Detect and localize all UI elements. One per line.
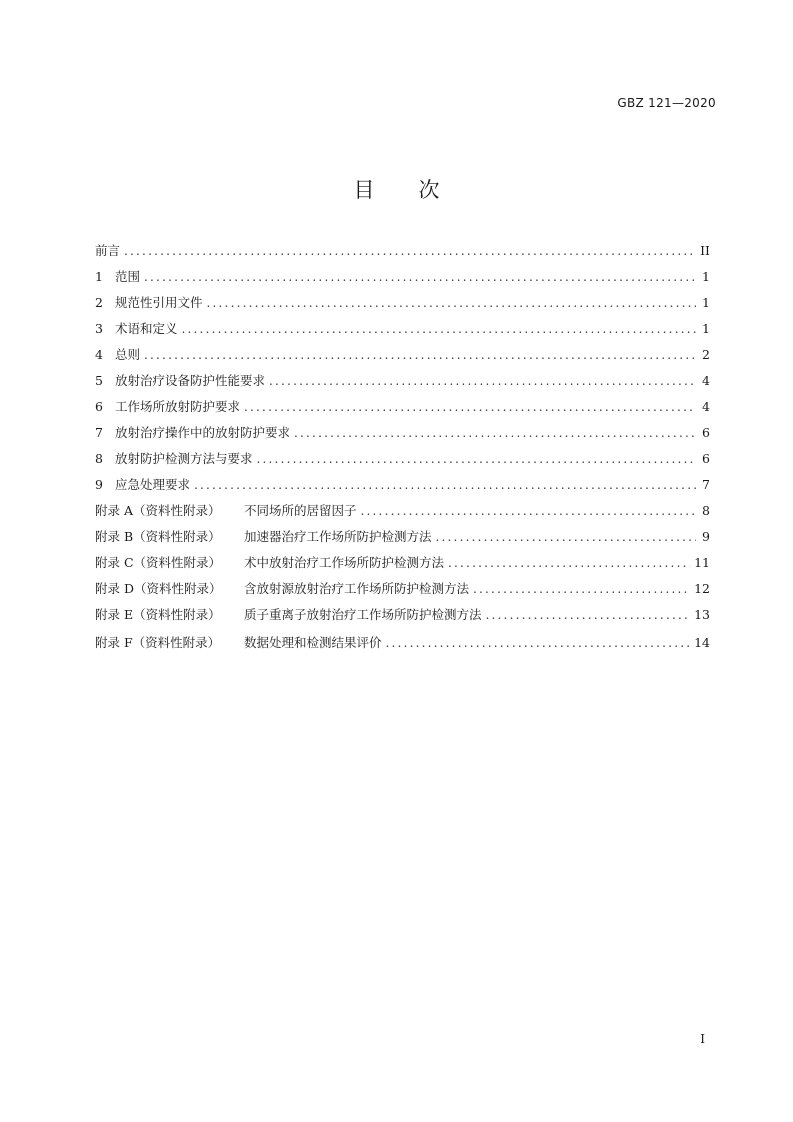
- toc-entry-label: 加速器治疗工作场所防护检测方法: [244, 529, 432, 544]
- toc-entry-section-3[interactable]: [95, 316, 710, 342]
- toc-entry-section-9[interactable]: [95, 472, 710, 498]
- toc-entry-page: 13: [694, 607, 710, 622]
- dot-leader: [486, 602, 691, 628]
- toc-entry-section-5[interactable]: [95, 368, 710, 394]
- toc-entry-appendix-prefix: 附录 B（资料性附录）: [95, 529, 221, 544]
- dot-leader: [386, 630, 691, 656]
- toc-entry-label: 放射防护检测方法与要求: [115, 451, 253, 466]
- toc-entry-page: 6: [702, 451, 710, 466]
- toc-entry-number: 6: [95, 399, 103, 414]
- toc-entry-label: 术中放射治疗工作场所防护检测方法: [244, 555, 445, 570]
- toc-entry-number: 9: [95, 477, 103, 492]
- toc-entry-number: 8: [95, 451, 103, 466]
- toc-entry-section-2[interactable]: [95, 290, 710, 316]
- toc-entry-appendix-a[interactable]: [95, 498, 710, 524]
- toc-entry-appendix-f[interactable]: [95, 630, 710, 656]
- toc-entry-appendix-e[interactable]: [95, 602, 710, 628]
- toc-entry-page: 1: [702, 269, 710, 284]
- toc-entry-label: 工作场所放射防护要求: [115, 399, 241, 414]
- dot-leader: [244, 394, 696, 420]
- toc-entry-appendix-d[interactable]: [95, 576, 710, 602]
- toc-entry-page: 8: [702, 503, 710, 518]
- toc-entry-section-4[interactable]: [95, 342, 710, 368]
- page-title: 目次: [353, 178, 484, 202]
- toc-entry-appendix-prefix: 附录 F（资料性附录）: [95, 635, 221, 650]
- dot-leader: [257, 446, 696, 472]
- toc-entry-page: 2: [702, 347, 710, 362]
- toc-entry-label: 不同场所的居留因子: [244, 503, 357, 518]
- dot-leader: [436, 524, 696, 550]
- toc-entry-label: 总则: [115, 347, 141, 362]
- toc-entry-page: 1: [702, 295, 710, 310]
- toc-entry-label: 放射治疗设备防护性能要求: [115, 373, 266, 388]
- toc-entry-section-7[interactable]: [95, 420, 710, 446]
- toc-entry-label: 术语和定义: [115, 321, 178, 336]
- toc-entry-page: 4: [702, 399, 710, 414]
- toc-entry-page: 4: [702, 373, 710, 388]
- toc-entry-number: 3: [95, 321, 103, 336]
- toc-entry-page: 1: [702, 321, 710, 336]
- dot-leader: [361, 498, 696, 524]
- page-number: I: [700, 1032, 705, 1046]
- toc-entry-appendix-b[interactable]: [95, 524, 710, 550]
- dot-leader: [207, 290, 696, 316]
- toc-entry-section-1[interactable]: [95, 264, 710, 290]
- toc-entry-page: 9: [702, 529, 710, 544]
- toc-entry-number: 2: [95, 295, 103, 310]
- toc-entry-label: 数据处理和检测结果评价: [244, 635, 382, 650]
- toc-entry-appendix-prefix: 附录 D（资料性附录）: [95, 581, 222, 596]
- toc-entry-number: 1: [95, 269, 103, 284]
- toc-entry-label: 范围: [115, 269, 141, 284]
- dot-leader: [144, 264, 696, 290]
- dot-leader: [194, 472, 696, 498]
- toc-entry-page: 11: [694, 555, 710, 570]
- toc-entry-appendix-prefix: 附录 C（资料性附录）: [95, 555, 222, 570]
- toc-entry-number: 4: [95, 347, 103, 362]
- toc-entry-label: 含放射源放射治疗工作场所防护检测方法: [244, 581, 470, 596]
- dot-leader: [124, 238, 696, 264]
- toc-entry-page: II: [700, 243, 710, 258]
- toc-entry-appendix-prefix: 附录 A（资料性附录）: [95, 503, 221, 518]
- toc-entry-number: 7: [95, 425, 103, 440]
- dot-leader: [473, 576, 690, 602]
- dot-leader: [144, 342, 696, 368]
- toc-entry-label: 前言: [95, 243, 121, 258]
- toc-entry-number: 5: [95, 373, 103, 388]
- dot-leader: [269, 368, 696, 394]
- dot-leader: [448, 550, 690, 576]
- toc-entry-appendix-c[interactable]: [95, 550, 710, 576]
- toc-entry-label: 规范性引用文件: [115, 295, 203, 310]
- toc-entry-page: 14: [694, 635, 710, 650]
- toc-entry-page: 12: [694, 581, 710, 596]
- table-of-contents: [95, 238, 710, 656]
- toc-entry-label: 应急处理要求: [115, 477, 191, 492]
- toc-entry-preface[interactable]: [95, 238, 710, 264]
- toc-entry-label: 放射治疗操作中的放射防护要求: [115, 425, 291, 440]
- toc-entry-section-6[interactable]: [95, 394, 710, 420]
- dot-leader: [294, 420, 696, 446]
- toc-entry-page: 7: [702, 477, 710, 492]
- toc-entry-appendix-prefix: 附录 E（资料性附录）: [95, 607, 221, 622]
- toc-entry-label: 质子重离子放射治疗工作场所防护检测方法: [244, 607, 482, 622]
- toc-entry-section-8[interactable]: [95, 446, 710, 472]
- document-code: GBZ 121—2020: [617, 96, 716, 110]
- dot-leader: [182, 316, 696, 342]
- toc-entry-page: 6: [702, 425, 710, 440]
